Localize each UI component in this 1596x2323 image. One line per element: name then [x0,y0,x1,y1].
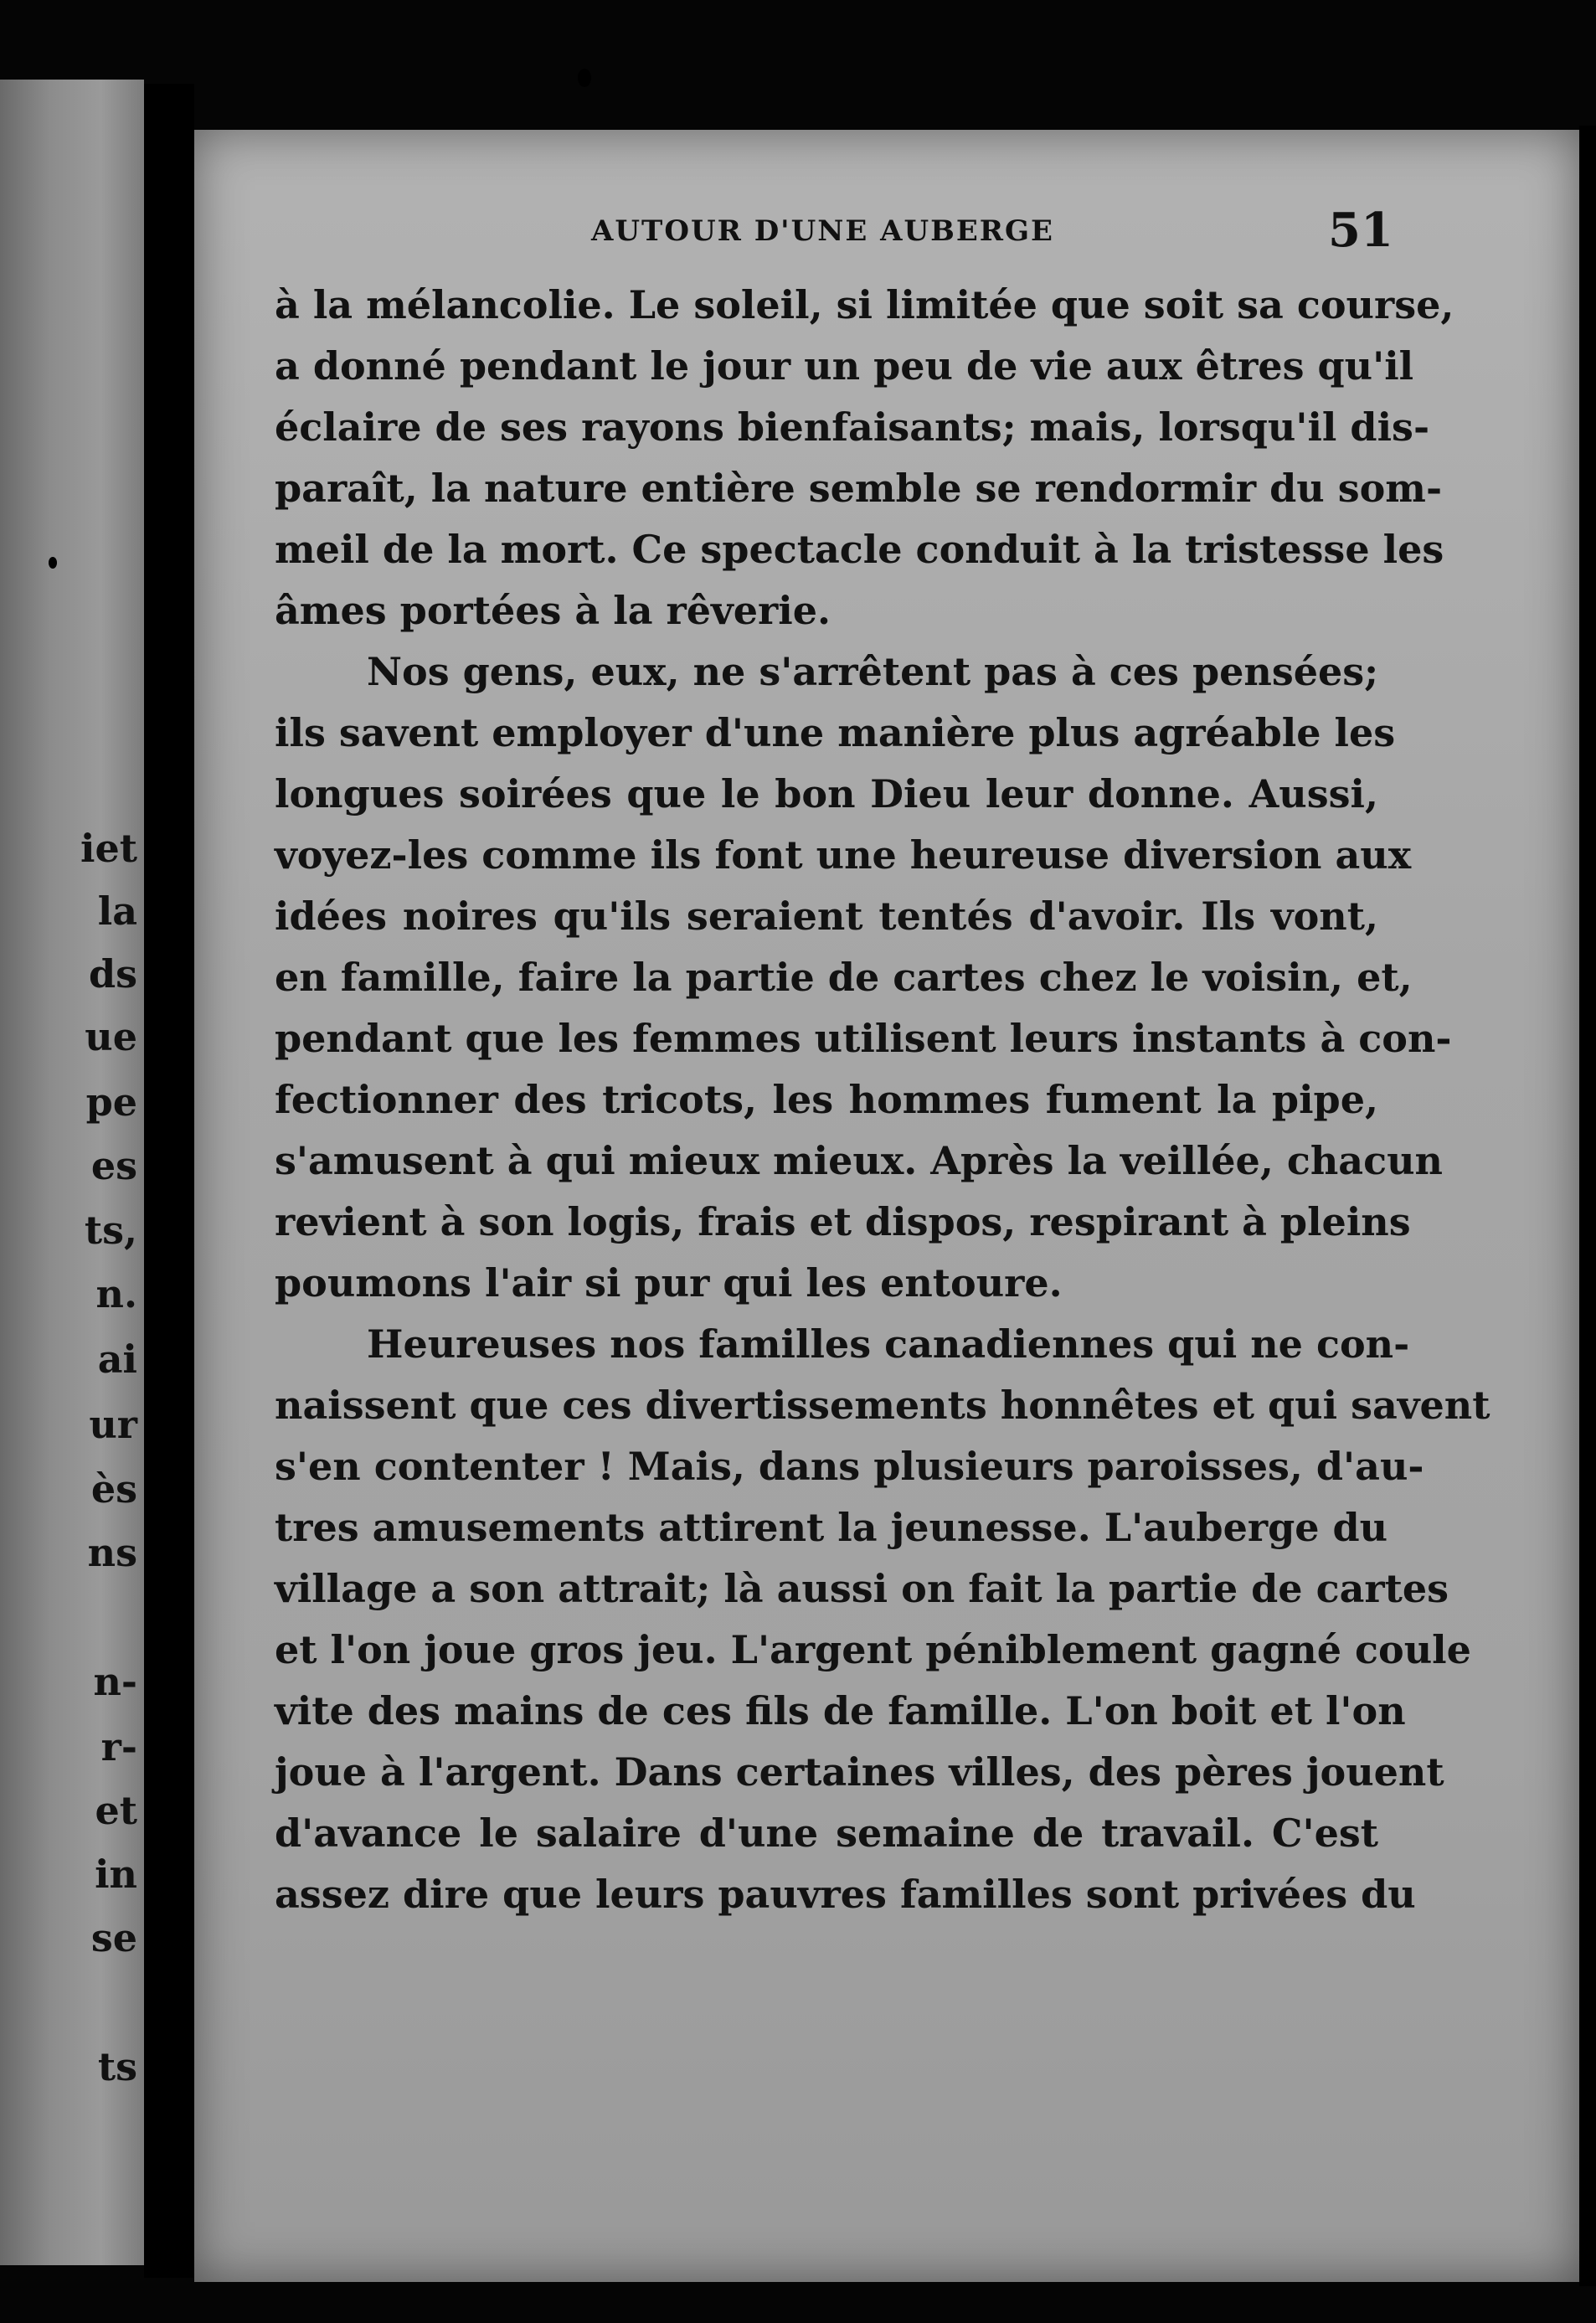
text-line: Heureuses nos familles canadiennes qui ne con- [367,1321,1410,1367]
facing-page-word: n- [93,1659,137,1704]
text-line: poumons l'air si pur qui les entoure. [275,1260,1063,1306]
facing-page-word: la [97,889,137,934]
facing-page-fragment [0,80,144,2265]
text-line: s'en contenter ! Mais, dans plusieurs paroisses, d'au- [275,1444,1424,1489]
scan-border [1579,126,1596,2286]
text-line: et l'on joue gros jeu. L'argent péniblement gagné coule [275,1627,1471,1672]
facing-page-word: r- [100,1724,137,1769]
text-line: à la mélancolie. Le soleil, si limitée que soit sa course, [275,282,1454,327]
text-line: s'amusent à qui mieux mieux. Après la veillée, chacun [275,1138,1444,1183]
facing-page-word: se [90,1915,137,1960]
facing-page-word: ai [97,1337,137,1382]
text-line: fectionner des tricots, les hommes fument la pipe, [275,1077,1378,1122]
facing-page-word: ue [85,1014,137,1059]
text-line: pendant que les femmes utilisent leurs instants à con- [275,1016,1452,1061]
text-line: tres amusements attirent la jeunesse. L'auberge du [275,1505,1388,1550]
facing-page-word: ur [89,1402,137,1447]
page-header [382,203,1393,266]
text-line: assez dire que leurs pauvres familles sont privées du [275,1872,1416,1917]
text-line: vite des mains de ces fils de famille. L'on boit et l'on [275,1688,1406,1733]
text-line: âmes portées à la rêverie. [275,588,831,633]
scan-speck [578,69,591,87]
facing-page-word: ts [97,2044,137,2089]
text-line: paraît, la nature entière semble se rendormir du som- [275,466,1443,511]
text-line: voyez-les comme ils font une heureuse diversion aux [275,832,1412,878]
text-line: village a son attrait; là aussi on fait la partie de cartes [275,1566,1449,1611]
text-line: éclaire de ses rayons bienfaisants; mais, lorsqu'il dis- [275,404,1430,450]
text-line: en famille, faire la partie de cartes chez le voisin, et, [275,955,1413,1000]
text-line: a donné pendant le jour un peu de vie aux êtres qu'il [275,343,1414,389]
running-head: AUTOUR D'UNE AUBERGE [591,214,1054,248]
text-line: idées noires qu'ils seraient tentés d'avoir. Ils vont, [275,894,1378,939]
facing-page-word: in [95,1852,137,1897]
facing-page-word: ns [87,1530,137,1575]
facing-page-word: es [90,1143,137,1188]
book-gutter [144,84,194,2278]
page-number: 51 [1328,203,1393,258]
text-line: d'avance le salaire d'une semaine de travail. C'est [275,1810,1378,1856]
body-text [275,275,1490,2050]
text-line: joue à l'argent. Dans certaines villes, des pères jouent [275,1749,1444,1795]
text-line: Nos gens, eux, ne s'arrêtent pas à ces pensées; [367,649,1379,694]
facing-page-word: n. [95,1271,137,1316]
facing-page-word: ts, [84,1208,137,1253]
text-line: meil de la mort. Ce spectacle conduit à la tristesse les [275,527,1444,572]
facing-page-word: ès [90,1466,137,1512]
text-line: ils savent employer d'une manière plus agréable les [275,710,1396,755]
facing-page-word: et [95,1788,137,1833]
facing-page-word: ds [88,951,137,997]
text-line: longues soirées que le bon Dieu leur donne. Aussi, [275,771,1378,816]
facing-page-word: pe [85,1079,137,1125]
scan-speck [49,557,57,569]
facing-page-word: iet [80,826,137,871]
text-line: naissent que ces divertissements honnêtes et qui savent [275,1383,1490,1428]
text-line: revient à son logis, frais et dispos, respirant à pleins [275,1199,1411,1244]
